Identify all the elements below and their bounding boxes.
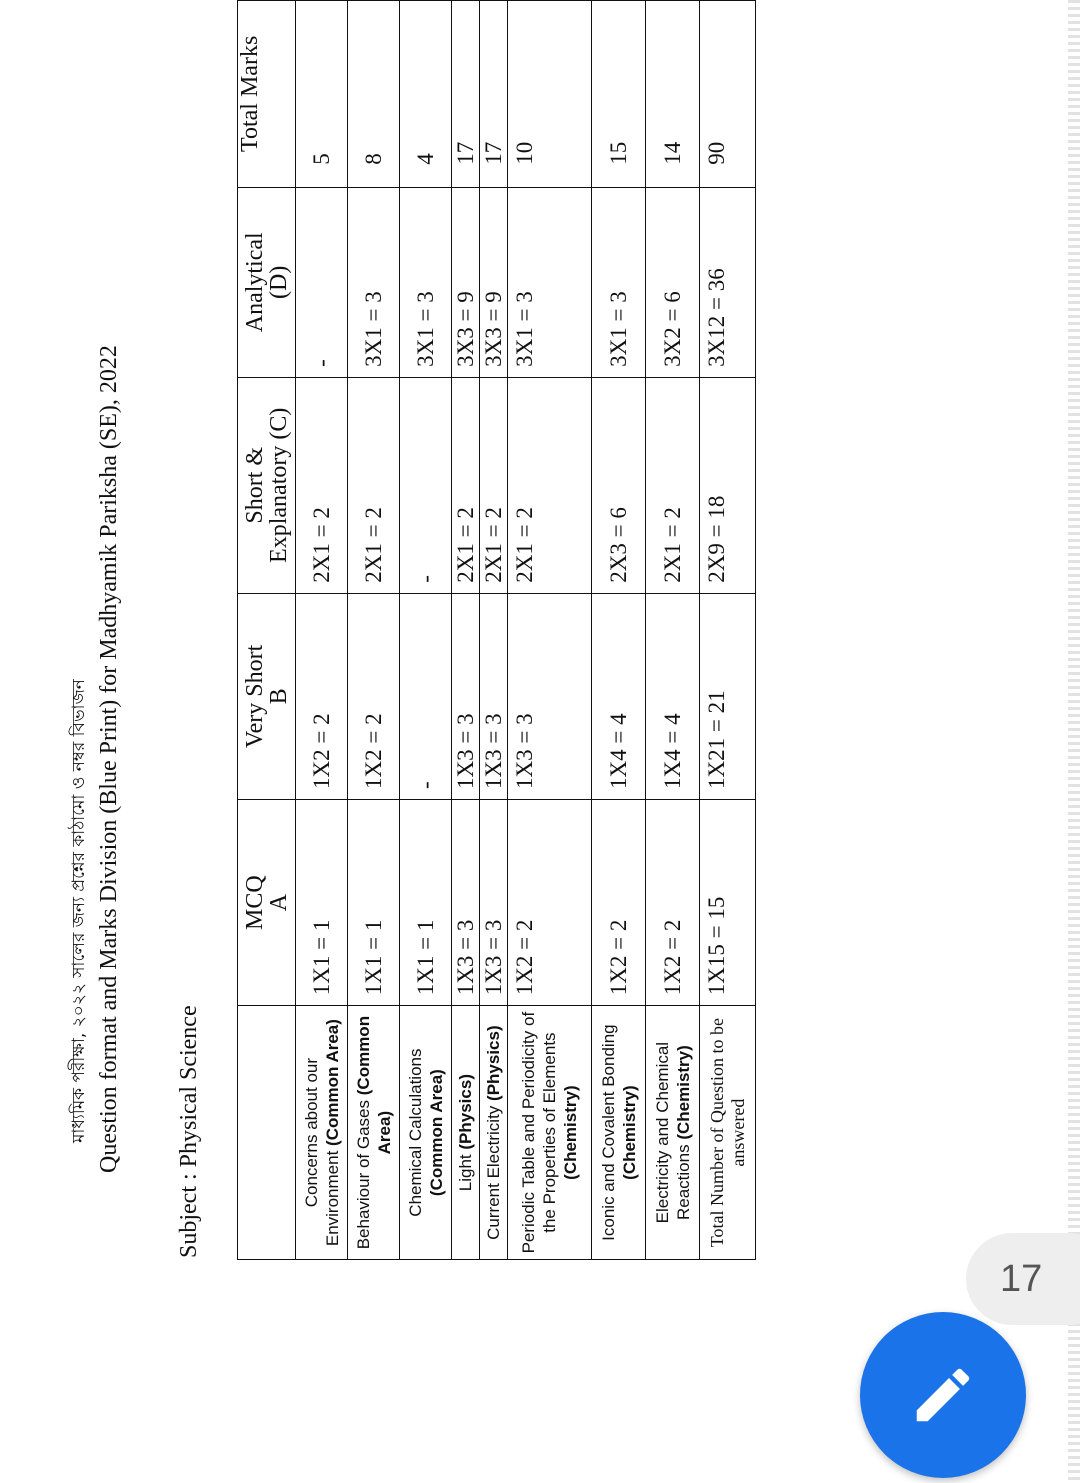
row-topic: Light (Physics): [452, 1006, 480, 1260]
cell-very-short: 1X3 = 3: [508, 593, 592, 799]
table-row: [646, 1, 700, 1260]
cell-analytical: 3X1 = 3: [508, 187, 592, 377]
pencil-icon: [908, 1360, 978, 1430]
cell-analytical: 3X3 = 9: [452, 187, 480, 377]
cell-very-short: 1X4 = 4: [646, 593, 700, 799]
cell-very-short: 1X3 = 3: [452, 593, 480, 799]
table-row: [348, 1, 400, 1260]
cell-total: 17: [480, 1, 508, 188]
edit-button[interactable]: [860, 1312, 1026, 1478]
cell-analytical: -: [296, 187, 348, 377]
cell-total: 4: [400, 1, 452, 188]
header-mcq: MCQ A: [238, 799, 296, 1005]
cell-total: 10: [508, 1, 592, 188]
table-row: [400, 1, 452, 1260]
subject-label: Subject : Physical Science: [176, 1005, 202, 1258]
row-topic: Current Electricity (Physics): [480, 1006, 508, 1260]
header-bengali: মাধ্যমিক পরীক্ষা, ২০২২ সালের জন্য প্রশ্নের কাঠামো ও নম্বর বিভাজন: [69, 679, 89, 1143]
cell-very-short: 1X4 = 4: [592, 593, 646, 799]
cell-mcq: 1X2 = 2: [508, 799, 592, 1005]
row-topic: Iconic and Covalent Bonding (Chemistry): [592, 1006, 646, 1260]
cell-short: 2X3 = 6: [592, 377, 646, 593]
cell-total: 15: [592, 1, 646, 188]
blueprint-table: [237, 0, 756, 1260]
table-row: [508, 1, 592, 1260]
cell-very-short: 1X2 = 2: [296, 593, 348, 799]
header-total-marks: Total Marks: [238, 1, 296, 188]
total-analytical: 3X12 = 36: [700, 187, 756, 377]
cell-mcq: 1X1 = 1: [296, 799, 348, 1005]
cell-short: 2X1 = 2: [508, 377, 592, 593]
cell-short: 2X1 = 2: [296, 377, 348, 593]
cell-short: 2X1 = 2: [348, 377, 400, 593]
cell-very-short: 1X3 = 3: [480, 593, 508, 799]
cell-total: 17: [452, 1, 480, 188]
row-topic: Periodic Table and Periodicity of the Properties of Elements (Chemistry): [508, 1006, 592, 1260]
cell-mcq: 1X1 = 1: [348, 799, 400, 1005]
cell-very-short: -: [400, 593, 452, 799]
row-topic: Electricity and Chemical Reactions (Chemistry): [646, 1006, 700, 1260]
cell-total: 8: [348, 1, 400, 188]
table-row: [452, 1, 480, 1260]
cell-short: -: [400, 377, 452, 593]
page-number: 17: [1000, 1258, 1043, 1300]
cell-mcq: 1X2 = 2: [592, 799, 646, 1005]
table-total-row: [700, 1, 756, 1260]
total-marks: 90: [700, 1, 756, 188]
cell-analytical: 3X3 = 9: [480, 187, 508, 377]
cell-analytical: 3X2 = 6: [646, 187, 700, 377]
page-number-badge: [966, 1233, 1080, 1325]
cell-mcq: 1X3 = 3: [452, 799, 480, 1005]
cell-mcq: 1X2 = 2: [646, 799, 700, 1005]
cell-mcq: 1X1 = 1: [400, 799, 452, 1005]
cell-total: 5: [296, 1, 348, 188]
header-short-explanatory: Short & Explanatory (C): [238, 377, 296, 593]
total-mcq: 1X15 = 15: [700, 799, 756, 1005]
header-analytical: Analytical (D): [238, 187, 296, 377]
row-topic: Behaviour of Gases (Common Area): [348, 1006, 400, 1260]
cell-very-short: 1X2 = 2: [348, 593, 400, 799]
header-english: Question format and Marks Division (Blue Print) for Madhyamik Pariksha (SE), 2022: [96, 345, 122, 1173]
total-very-short: 1X21 = 21: [700, 593, 756, 799]
cell-short: 2X1 = 2: [646, 377, 700, 593]
table-header-row: [238, 1, 296, 1260]
header-very-short: Very Short B: [238, 593, 296, 799]
table-row: [480, 1, 508, 1260]
cell-analytical: 3X1 = 3: [348, 187, 400, 377]
cell-mcq: 1X3 = 3: [480, 799, 508, 1005]
table-row: [296, 1, 348, 1260]
cell-short: 2X1 = 2: [452, 377, 480, 593]
header-topic: [238, 1006, 296, 1260]
total-short: 2X9 = 18: [700, 377, 756, 593]
table-row: [592, 1, 646, 1260]
row-topic: Chemical Calculations (Common Area): [400, 1006, 452, 1260]
cell-total: 14: [646, 1, 700, 188]
cell-analytical: 3X1 = 3: [592, 187, 646, 377]
row-topic: Concerns about our Environment (Common Area): [296, 1006, 348, 1260]
total-label: Total Number of Question to be answered: [700, 1006, 756, 1260]
cell-short: 2X1 = 2: [480, 377, 508, 593]
cell-analytical: 3X1 = 3: [400, 187, 452, 377]
